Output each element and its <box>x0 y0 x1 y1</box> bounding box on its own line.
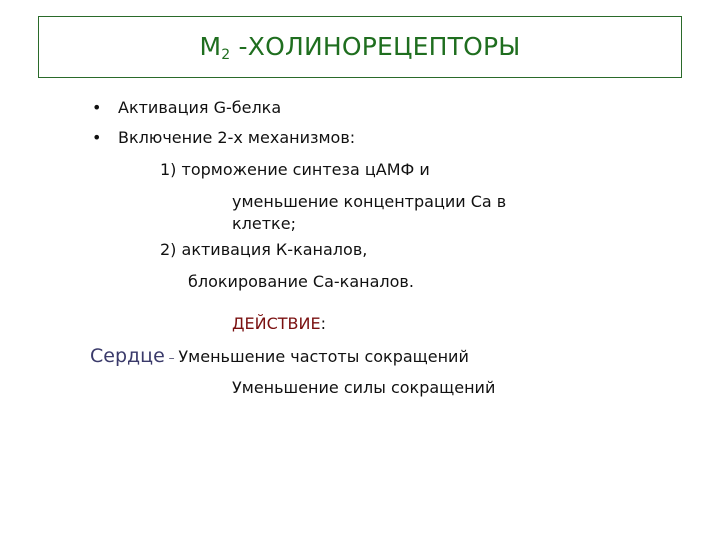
mechanism-2-line-2: блокирование Са-каналов. <box>188 272 414 291</box>
heart-effect-force: Уменьшение силы сокращений <box>232 378 496 397</box>
mechanism-1-line-1: 1) торможение синтеза цАМФ и <box>160 160 430 179</box>
title-suffix: -ХОЛИНОРЕЦЕПТОРЫ <box>230 31 521 61</box>
heart-effect-rate: Уменьшение частоты сокращений <box>178 347 469 366</box>
mechanism-1-line-3: клетке; <box>232 214 296 233</box>
action-label: ДЕЙСТВИЕ <box>232 314 321 333</box>
slide-title <box>200 32 521 63</box>
mechanism-1-line-2: уменьшение концентрации Са в <box>232 192 507 211</box>
bullet-item-mechanisms: Включение 2-х механизмов: <box>118 128 356 147</box>
action-colon: : <box>320 314 326 333</box>
title-box <box>38 16 682 78</box>
heart-row <box>90 344 469 370</box>
title-subscript: 2 <box>221 46 231 63</box>
heart-dash: – <box>164 351 179 365</box>
action-heading <box>232 314 326 334</box>
title-prefix: M <box>199 31 222 61</box>
bullet-icon: • <box>92 128 102 147</box>
bullet-icon: • <box>92 98 102 117</box>
heart-organ-label: Сердце <box>90 345 165 367</box>
bullet-item-g-protein: Активация G-белка <box>118 98 282 117</box>
mechanism-2-line-1: 2) активация К-каналов, <box>160 240 368 259</box>
